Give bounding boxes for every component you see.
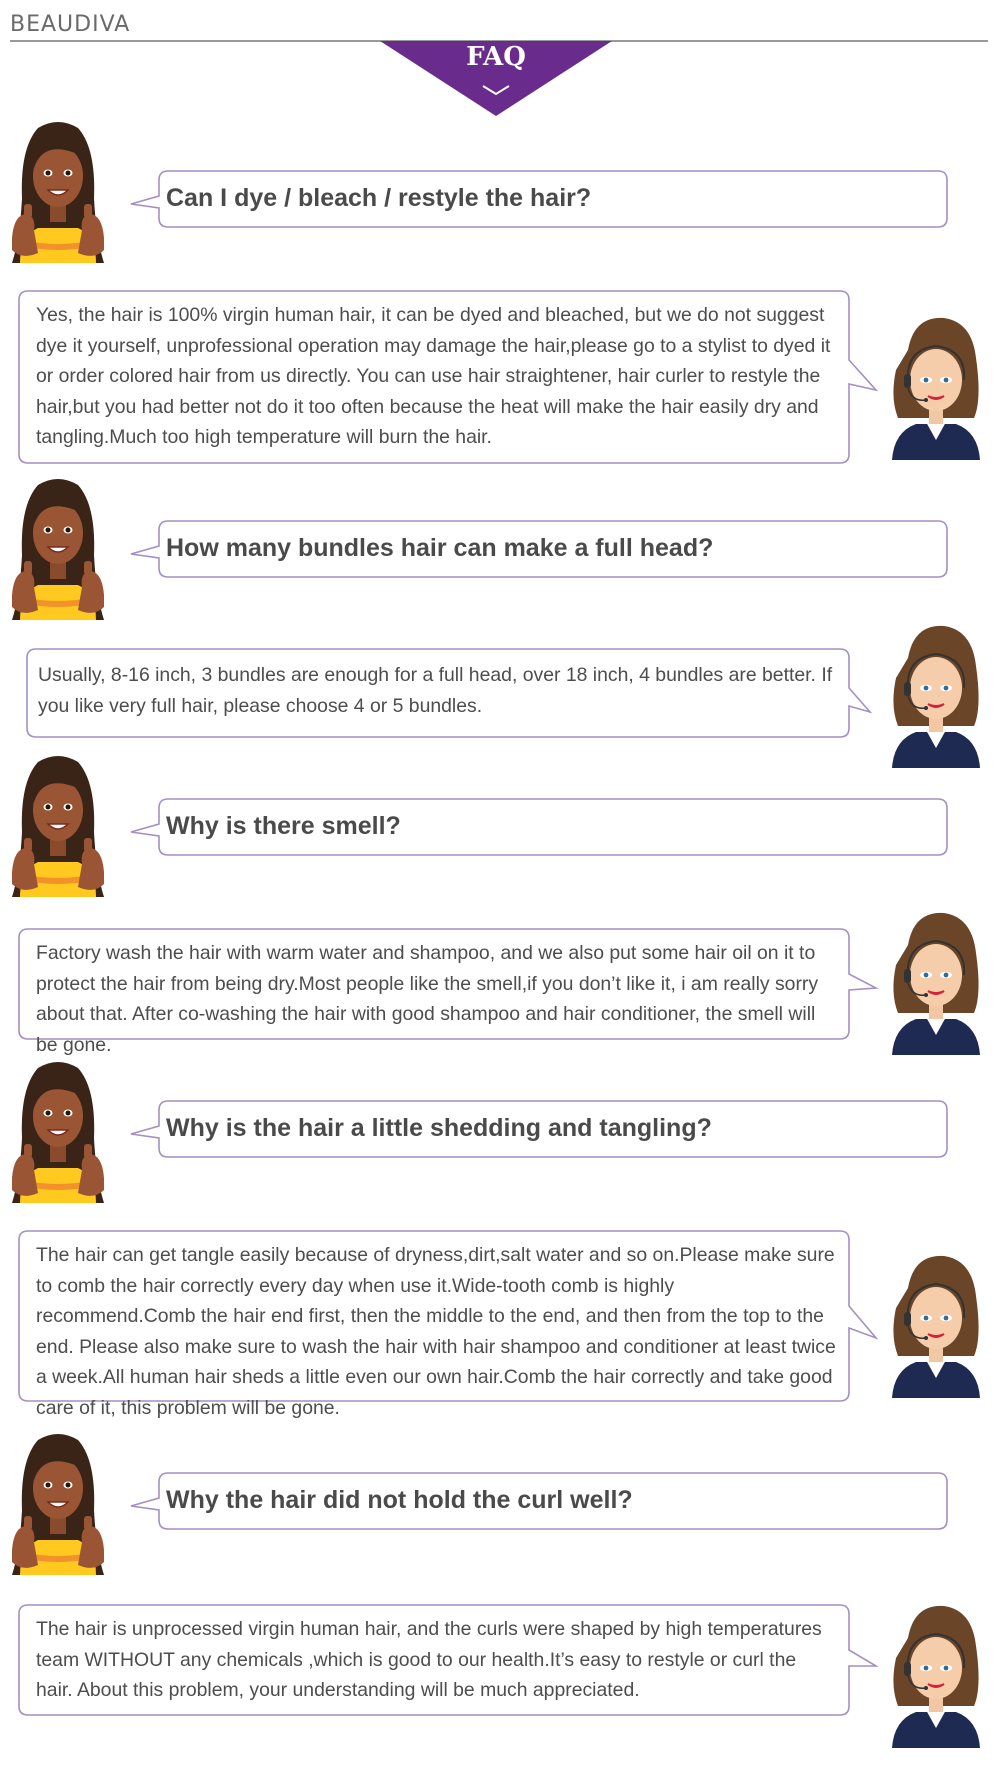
- customer-avatar: [8, 1058, 108, 1208]
- answer-text: The hair is unprocessed virgin human hair, and the curls were shaped by high temperatures team WITHOUT any chemicals ,which is good to our health.It’s easy to restyle or curl the hair. About this problem, your understanding will be much appreciated.: [36, 1618, 822, 1701]
- customer-avatar: [8, 1430, 108, 1580]
- answer-bubble: [18, 1230, 878, 1419]
- question-text: Can I dye / bleach / restyle the hair?: [166, 184, 592, 212]
- answer-text: Factory wash the hair with warm water and shampoo, and we also put some hair oil on it to protect the hair from being dry.Most people like the smell,if you don’t like it, i am really sorry about that. After co-washing the hair with good shampoo and hair conditioner, the smell will be gone.: [36, 942, 819, 1056]
- question-text: How many bundles hair can make a full head?: [166, 534, 714, 562]
- answer-text: Yes, the hair is 100% virgin human hair, it can be dyed and bleached, but we do not suggest dye it yourself, unprofessional operation may damage the hair,please go to a stylist to dyed it or order colored hair from us directly. You can use hair straightener, hair curler to restyle the hair,but you had better not do it too often because the heat will make the hair easily dry and tangling.Much too high temperature will burn the hair.: [36, 304, 831, 448]
- answer-bubble: [18, 290, 878, 464]
- brand-logo[interactable]: BEAUDIVA: [10, 12, 131, 37]
- agent-avatar: [886, 618, 986, 768]
- agent-avatar: [886, 310, 986, 460]
- answer-bubble: [26, 648, 872, 738]
- customer-avatar: [8, 752, 108, 902]
- answer-text: The hair can get tangle easily because of dryness,dirt,salt water and so on.Please make sure to comb the hair correctly every day when use it.Wide-tooth comb is highly recommend.Comb the hair end first, then the middle to the end, and then from the top to the end. Please also make sure to wash the hair with hair shampoo and conditioner at least twice a week.All human hair sheds a little even our own hair.Comb the hair correctly and take good care of it, this problem will be gone.: [36, 1244, 836, 1419]
- question-bubble: [130, 170, 948, 228]
- question-bubble: [130, 1472, 948, 1530]
- faq-title: FAQ: [466, 42, 526, 72]
- answer-bubble: [18, 928, 878, 1056]
- customer-avatar: [8, 475, 108, 625]
- question-text: Why is the hair a little shedding and tangling?: [166, 1114, 712, 1142]
- answer-bubble: [18, 1604, 878, 1716]
- question-bubble: [130, 798, 948, 856]
- question-bubble: [130, 520, 948, 578]
- customer-avatar: [8, 118, 108, 268]
- question-text: Why is there smell?: [166, 812, 401, 840]
- question-bubble: [130, 1100, 948, 1158]
- answer-text: Usually, 8-16 inch, 3 bundles are enough for a full head, over 18 inch, 4 bundles are better. If you like very full hair, please choose 4 or 5 bundles.: [38, 664, 833, 717]
- question-text: Why the hair did not hold the curl well?: [166, 1486, 633, 1514]
- agent-avatar: [886, 905, 986, 1055]
- agent-avatar: [886, 1248, 986, 1398]
- agent-avatar: [886, 1598, 986, 1748]
